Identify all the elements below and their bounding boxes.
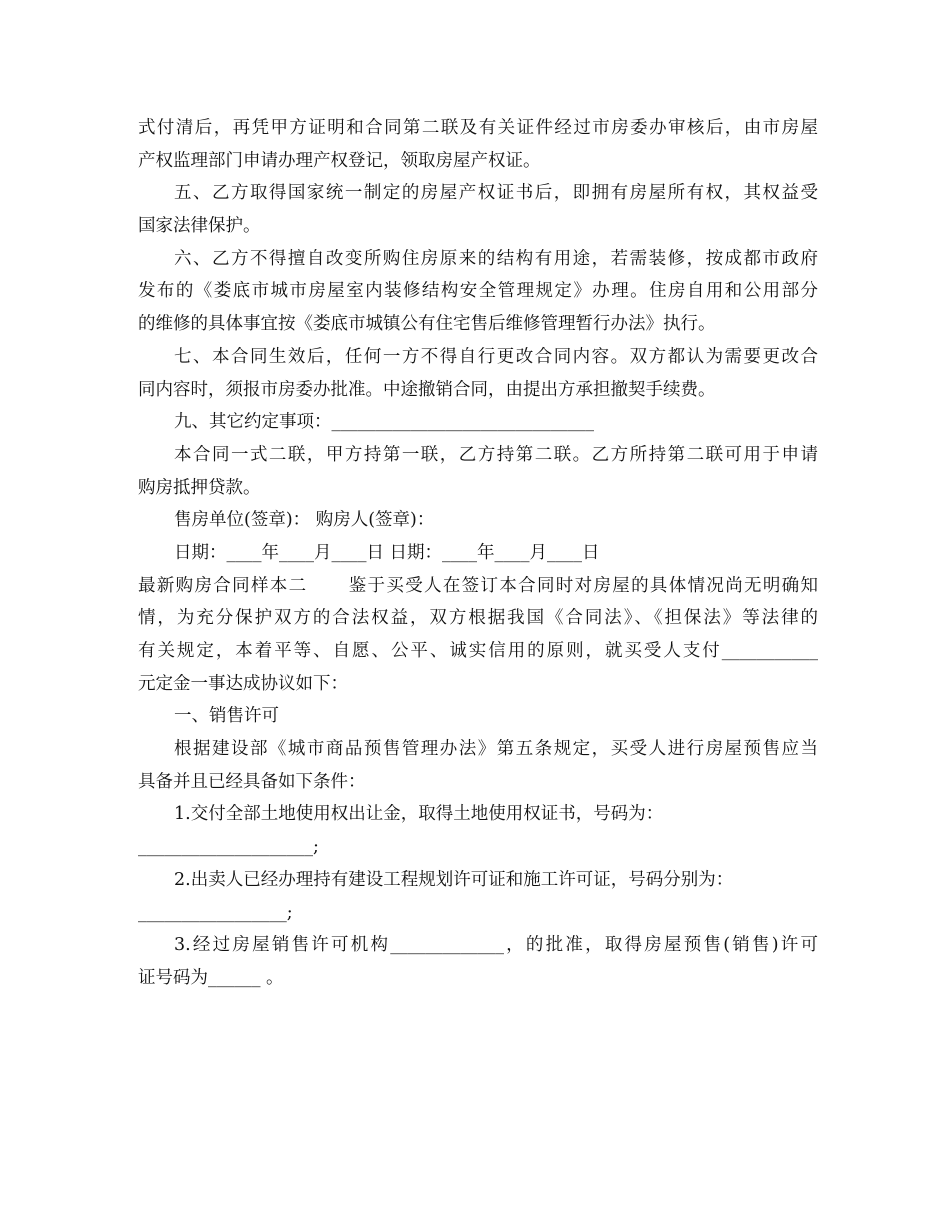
text-line: 六、乙方不得擅自改变所购住房原来的结构有用途，若需装修，按成都市政府 (174, 248, 818, 269)
text-line: 式付清后，再凭甲方证明和合同第二联及有关证件经过市房委办审核后，由市房屋 (138, 118, 818, 138)
text-line: 情，为充分保护双方的合法权益，双方根据我国《合同法》、《担保法》等法律的 (138, 608, 818, 629)
text-line: 国家法律保护。 (138, 216, 261, 237)
text-line: 日期：____年____月____日 日期：____年____月____日 (174, 542, 600, 563)
text-line: 购房抵押贷款。 (138, 477, 261, 498)
text-line: 九、其它约定事项：______________________________ (174, 412, 594, 433)
text-line: 有关规定，本着平等、自愿、公平、诚实信用的原则，就买受人支付___________ (138, 641, 818, 661)
text-line: 七、本合同生效后，任何一方不得自行更改合同内容。双方都认为需要更改合 (174, 346, 818, 367)
text-line: 证号码为______ 。 (138, 967, 284, 988)
text-line: 一、销售许可 (174, 706, 279, 727)
text-line: 3.经过房屋销售许可机构_____________，的批准，取得房屋预售(销售)许可 (174, 935, 818, 956)
text-line: 最新购房合同样本二 鉴于买受人在签订本合同时对房屋的具体情况尚无明确知 (138, 575, 818, 596)
text-line: 同内容时，须报市房委办批准。中途撤销合同，由提出方承担撤契手续费。 (138, 379, 716, 400)
text-line: 2.出卖人已经办理持有建设工程规划许可证和施工许可证，号码分别为： (174, 869, 734, 890)
text-line: 具备并且已经具备如下条件： (138, 771, 366, 792)
text-line: _________________; (138, 902, 293, 923)
text-line: 产权监理部门申请办理产权登记，领取房屋产权证。 (138, 150, 541, 171)
text-line: 元定金一事达成协议如下： (138, 673, 348, 694)
text-line: 五、乙方取得国家统一制定的房屋产权证书后，即拥有房屋所有权，其权益受 (174, 183, 818, 204)
text-line: 发布的《娄底市城市房屋室内装修结构安全管理规定》办理。住房自用和公用部分 (138, 281, 818, 302)
text-line: ____________________; (138, 837, 319, 858)
text-line: 根据建设部《城市商品预售管理办法》第五条规定，买受人进行房屋预售应当 (174, 739, 818, 760)
text-line: 本合同一式二联，甲方持第一联，乙方持第二联。乙方所持第二联可用于申请 (174, 444, 818, 465)
text-line: 1.交付全部土地使用权出让金，取得土地使用权证书，号码为： (174, 804, 664, 825)
document-body (138, 112, 818, 995)
text-line: 售房单位(签章)： 购房人(签章)： (174, 510, 435, 531)
text-line: 的维修的具体事宜按《娄底市城镇公有住宅售后维修管理暂行办法》执行。 (138, 314, 716, 335)
